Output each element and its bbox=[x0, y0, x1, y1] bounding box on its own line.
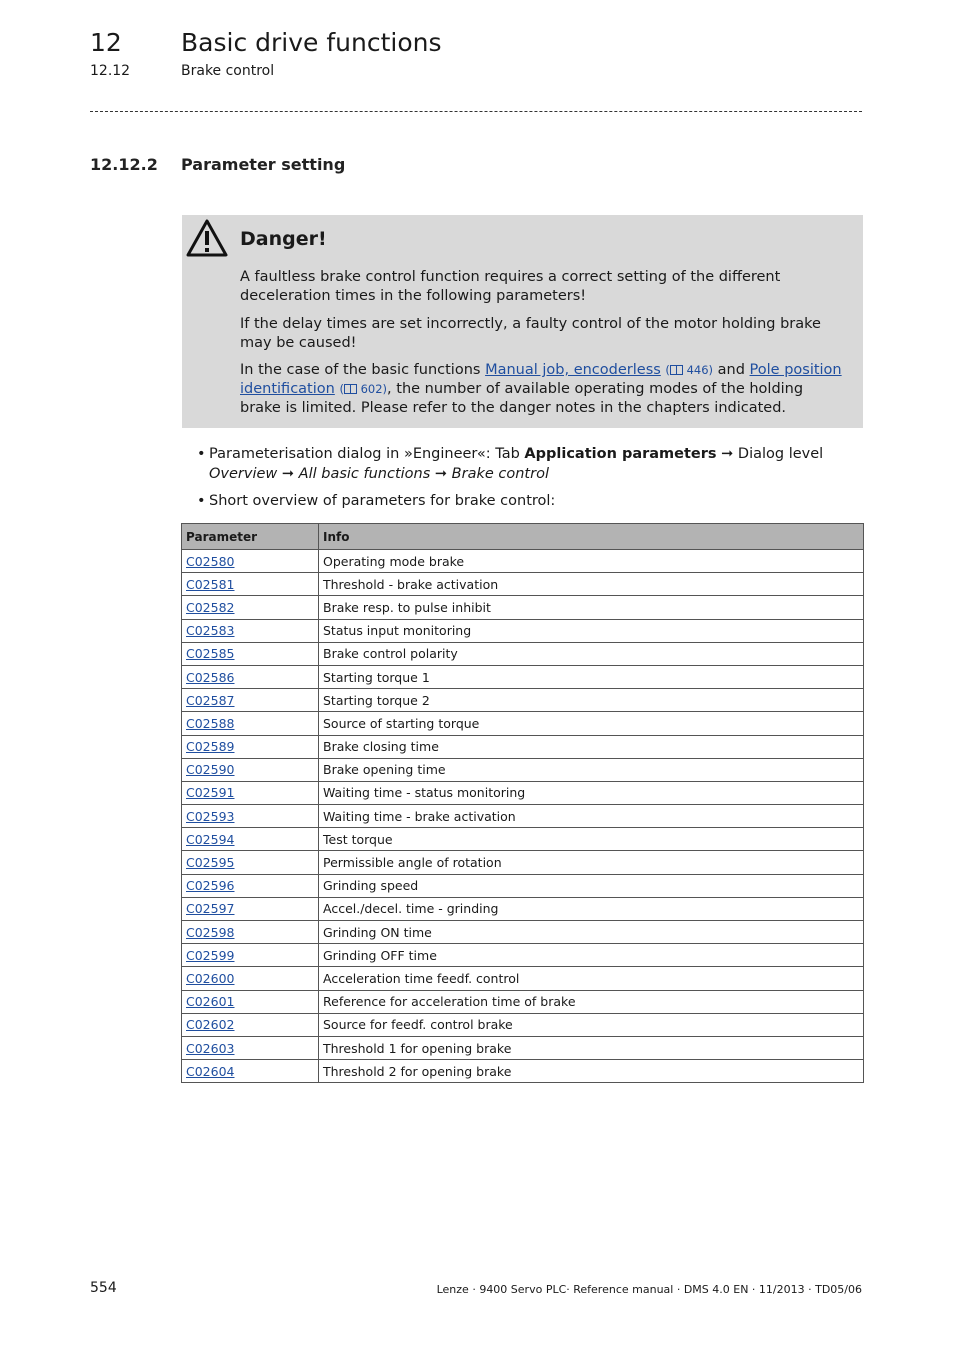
page-ref-602[interactable]: ( 602) bbox=[339, 382, 388, 396]
danger-box bbox=[182, 215, 863, 428]
chapter-title: Basic drive functions bbox=[181, 28, 442, 57]
info-cell: Acceleration time feedf. control bbox=[319, 967, 864, 990]
parameter-cell bbox=[182, 944, 319, 967]
info-cell: Reference for acceleration time of brake bbox=[319, 990, 864, 1013]
parameter-link[interactable]: C02596 bbox=[186, 878, 235, 894]
info-cell: Grinding OFF time bbox=[319, 944, 864, 967]
table-row bbox=[182, 619, 864, 642]
table-row bbox=[182, 851, 864, 874]
info-cell: Starting torque 2 bbox=[319, 689, 864, 712]
info-cell: Test torque bbox=[319, 828, 864, 851]
parameter-cell bbox=[182, 619, 319, 642]
parameter-link[interactable]: C02595 bbox=[186, 855, 235, 871]
parameter-link[interactable]: C02581 bbox=[186, 576, 235, 592]
table-row bbox=[182, 805, 864, 828]
parameter-cell bbox=[182, 689, 319, 712]
chapter-number: 12 bbox=[90, 28, 122, 57]
info-cell: Threshold - brake activation bbox=[319, 573, 864, 596]
parameter-link[interactable]: C02604 bbox=[186, 1063, 235, 1079]
parameter-cell bbox=[182, 897, 319, 920]
table-row bbox=[182, 665, 864, 688]
manual-job-link[interactable]: Manual job, encoderless bbox=[485, 362, 661, 378]
parameter-cell bbox=[182, 851, 319, 874]
danger-paragraph-2: If the delay times are set incorrectly, a faulty control of the motor holding brake may be caused! bbox=[240, 316, 821, 351]
parameter-cell bbox=[182, 596, 319, 619]
table-row bbox=[182, 712, 864, 735]
info-cell: Source for feedf. control brake bbox=[319, 1013, 864, 1036]
parameter-cell bbox=[182, 758, 319, 781]
table-row bbox=[182, 897, 864, 920]
parameter-link[interactable]: C02599 bbox=[186, 947, 235, 963]
page-number: 554 bbox=[90, 1280, 117, 1296]
danger-heading: Danger! bbox=[240, 228, 327, 250]
parameter-cell bbox=[182, 1013, 319, 1036]
parameter-cell bbox=[182, 1060, 319, 1083]
bullet-dot: • bbox=[197, 493, 206, 509]
subsection-title: Parameter setting bbox=[181, 155, 346, 174]
parameter-cell bbox=[182, 1036, 319, 1059]
column-header-parameter: Parameter bbox=[182, 524, 319, 550]
table-row bbox=[182, 944, 864, 967]
parameter-cell bbox=[182, 550, 319, 573]
parameter-cell bbox=[182, 990, 319, 1013]
info-cell: Brake control polarity bbox=[319, 642, 864, 665]
book-icon bbox=[670, 365, 683, 375]
parameter-cell bbox=[182, 712, 319, 735]
parameter-link[interactable]: C02600 bbox=[186, 970, 235, 986]
table-row bbox=[182, 967, 864, 990]
table-row bbox=[182, 828, 864, 851]
parameter-cell bbox=[182, 781, 319, 804]
danger-p3-and: and bbox=[713, 362, 750, 378]
info-cell: Accel./decel. time - grinding bbox=[319, 897, 864, 920]
parameter-table bbox=[181, 523, 864, 1083]
info-cell: Grinding speed bbox=[319, 874, 864, 897]
column-header-info: Info bbox=[319, 524, 864, 550]
parameter-cell bbox=[182, 573, 319, 596]
table-row bbox=[182, 596, 864, 619]
table-row bbox=[182, 758, 864, 781]
danger-p3-intro: In the case of the basic functions bbox=[240, 362, 486, 378]
parameter-cell bbox=[182, 921, 319, 944]
parameter-link[interactable]: C02602 bbox=[186, 1017, 235, 1033]
parameter-link[interactable]: C02580 bbox=[186, 553, 235, 569]
section-number: 12.12 bbox=[90, 63, 131, 79]
parameter-link[interactable]: C02590 bbox=[186, 762, 235, 778]
parameter-cell bbox=[182, 735, 319, 758]
table-row bbox=[182, 990, 864, 1013]
parameter-cell bbox=[182, 828, 319, 851]
table-row bbox=[182, 1013, 864, 1036]
table-row bbox=[182, 642, 864, 665]
table-row bbox=[182, 1060, 864, 1083]
parameter-link[interactable]: C02603 bbox=[186, 1040, 235, 1056]
info-cell: Starting torque 1 bbox=[319, 665, 864, 688]
page-ref-446[interactable]: ( 446) bbox=[665, 363, 714, 377]
parameter-link[interactable]: C02601 bbox=[186, 994, 235, 1010]
parameter-cell bbox=[182, 967, 319, 990]
parameter-link[interactable]: C02598 bbox=[186, 924, 235, 940]
info-cell: Source of starting torque bbox=[319, 712, 864, 735]
parameter-link[interactable]: C02594 bbox=[186, 831, 235, 847]
parameter-link[interactable]: C02585 bbox=[186, 646, 235, 662]
parameter-link[interactable]: C02593 bbox=[186, 808, 235, 824]
danger-paragraph-1: A faultless brake control function requires a correct setting of the different deceleration times in the following parameters! bbox=[240, 269, 781, 304]
info-cell: Brake opening time bbox=[319, 758, 864, 781]
info-cell: Waiting time - brake activation bbox=[319, 805, 864, 828]
table-header-row bbox=[182, 524, 864, 550]
book-icon bbox=[344, 384, 357, 394]
table-row bbox=[182, 1036, 864, 1059]
info-cell: Operating mode brake bbox=[319, 550, 864, 573]
parameter-link[interactable]: C02582 bbox=[186, 599, 235, 615]
danger-p3-rest: , the number of available operating modes of the holding brake is limited. Please refer to the danger notes in the chapters indicated. bbox=[240, 381, 804, 416]
table-row bbox=[182, 874, 864, 897]
info-cell: Waiting time - status monitoring bbox=[319, 781, 864, 804]
warning-triangle-icon bbox=[185, 218, 229, 258]
parameter-link[interactable]: C02586 bbox=[186, 669, 235, 685]
table-row bbox=[182, 921, 864, 944]
danger-paragraph-3 bbox=[240, 361, 846, 418]
parameter-cell bbox=[182, 805, 319, 828]
parameter-link[interactable]: C02587 bbox=[186, 692, 235, 708]
info-cell: Status input monitoring bbox=[319, 619, 864, 642]
header-divider bbox=[90, 111, 862, 112]
section-title: Brake control bbox=[181, 63, 275, 79]
parameter-link[interactable]: C02589 bbox=[186, 739, 235, 755]
bullet-dot: • bbox=[197, 446, 206, 462]
info-cell: Threshold 1 for opening brake bbox=[319, 1036, 864, 1059]
table-row bbox=[182, 781, 864, 804]
parameter-link[interactable]: C02597 bbox=[186, 901, 235, 917]
subsection-number: 12.12.2 bbox=[90, 155, 158, 174]
info-cell: Threshold 2 for opening brake bbox=[319, 1060, 864, 1083]
table-row bbox=[182, 689, 864, 712]
parameter-link[interactable]: C02583 bbox=[186, 623, 235, 639]
tab-name: Application parameters bbox=[524, 446, 717, 462]
table-row bbox=[182, 550, 864, 573]
parameter-link[interactable]: C02588 bbox=[186, 715, 235, 731]
info-cell: Permissible angle of rotation bbox=[319, 851, 864, 874]
info-cell: Brake resp. to pulse inhibit bbox=[319, 596, 864, 619]
info-cell: Brake closing time bbox=[319, 735, 864, 758]
parameter-cell bbox=[182, 642, 319, 665]
parameter-cell bbox=[182, 665, 319, 688]
table-row bbox=[182, 735, 864, 758]
table-row bbox=[182, 573, 864, 596]
parameter-cell bbox=[182, 874, 319, 897]
footer-doc-info: Lenze · 9400 Servo PLC· Reference manual · DMS 4.0 EN · 11/2013 · TD05/06 bbox=[436, 1283, 862, 1296]
pole-position-link[interactable]: Pole position identification bbox=[240, 362, 842, 397]
info-cell: Grinding ON time bbox=[319, 921, 864, 944]
parameter-link[interactable]: C02591 bbox=[186, 785, 235, 801]
